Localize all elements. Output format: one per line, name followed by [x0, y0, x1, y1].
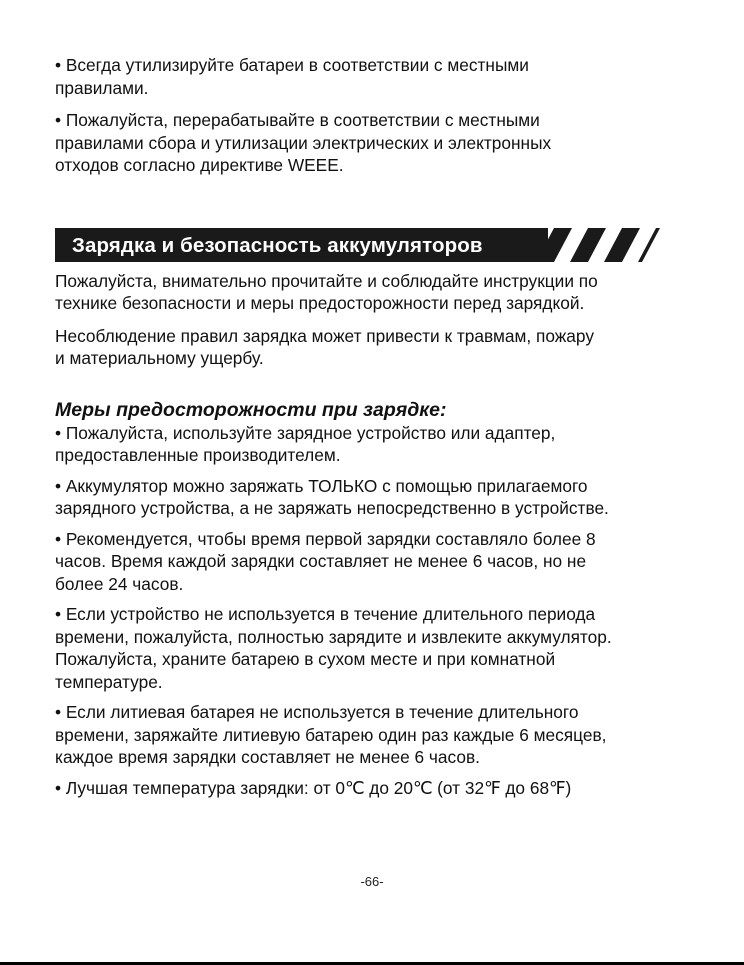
page-number: -66- — [360, 874, 384, 889]
list-item: • Аккумулятор можно заряжать ТОЛЬКО с помощью прилагаемого зарядного устройства, а не заряжать непосредственно в устройстве. — [55, 475, 609, 518]
safety-instructions-text: Пожалуйста, внимательно прочитайте и соблюдайте инструкции по технике безопасности и меры предосторожности перед зарядкой. — [55, 270, 598, 313]
banner-stripes-decoration — [540, 228, 660, 262]
disposal-note: • Всегда утилизируйте батареи в соответствии с местными правилами. — [55, 55, 529, 98]
section-title: Зарядка и безопасность аккумуляторов — [72, 233, 483, 257]
document-page — [55, 54, 675, 799]
section-banner — [55, 228, 675, 262]
list-item: • Если литиевая батарея не используется в течение длительного времени, заряжайте литиевую батарею один раз каждые 6 месяцев, каждое время зарядки составляет не менее 6 часов. — [55, 702, 607, 767]
precautions-heading: Меры предосторожности при зарядке: — [55, 398, 447, 421]
list-item: • Лучшая температура зарядки: от 0℃ до 20℃ (от 32℉ до 68℉) — [55, 777, 572, 798]
warning-text: Несоблюдение правил зарядка может привести к травмам, пожару и материальному ущербу. — [55, 325, 594, 368]
list-item: • Если устройство не используется в течение длительного периода времени, пожалуйста, полностью зарядите и извлеките аккумулятор. Пожалуйста, храните батарею в сухом месте и при комнатной температуре. — [55, 604, 612, 692]
list-item: • Пожалуйста, используйте зарядное устройство или адаптер, предоставленные производителем. — [55, 422, 556, 465]
recycling-note: • Пожалуйста, перерабатывайте в соответствии с местными правилами сбора и утилизации электрических и электронных отходов согласно директиве WEEE. — [55, 110, 552, 175]
list-item: • Рекомендуется, чтобы время первой зарядки составляло более 8 часов. Время каждой зарядки составляет не менее 6 часов, но не более 24 часов. — [55, 528, 596, 594]
